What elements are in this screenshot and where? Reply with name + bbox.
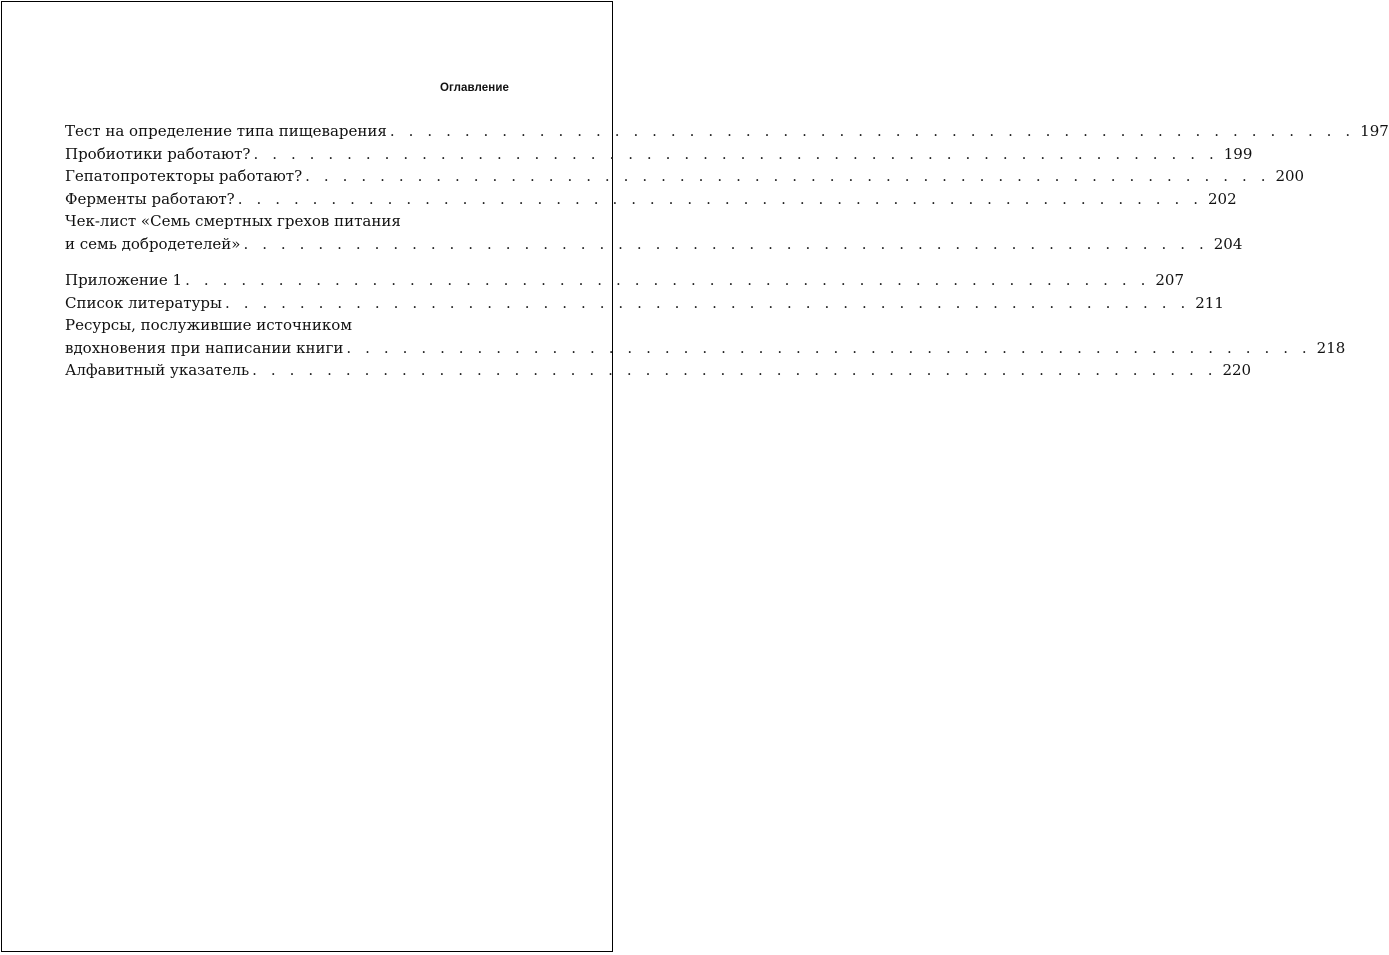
toc-entry[interactable] (65, 292, 1224, 315)
toc-entry-title: Тест на определение типа пищеварения (65, 122, 387, 140)
toc-entry[interactable] (65, 314, 1346, 359)
toc-entry[interactable] (65, 143, 1253, 166)
toc-entry-title: и семь добродетелей» (65, 234, 241, 253)
toc-entry[interactable] (65, 120, 1389, 143)
toc-entry-page-number: 211 (1195, 293, 1224, 312)
dot-leader: . . . . . . . . . . . . . . . . . . . . . . . . . . . . . . . . . . . . . . . . . . . . . . . . . . . . (224, 293, 1190, 312)
toc-entry-title: вдохновения при написании книги (65, 338, 344, 357)
toc-entry-title: Приложение 1 (65, 271, 183, 289)
toc-entry-title: Гепатопротекторы работают? (65, 167, 303, 185)
toc-entry-title: Пробиотики работают? (65, 144, 251, 163)
dot-leader: . . . . . . . . . . . . . . . . . . . . . . . . . . . . . . . . . . . . . . . . . . . . . . . . . . . . (389, 122, 1355, 140)
dot-leader: . . . . . . . . . . . . . . . . . . . . . . . . . . . . . . . . . . . . . . . . . . . . . . . . . . . . (252, 361, 1218, 379)
toc-entry-page-number: 220 (1222, 361, 1252, 379)
toc-entry-title: Ферменты работают? (65, 189, 235, 208)
toc-entry-title-line: Ресурсы, послужившие источником (65, 316, 352, 334)
toc-entry-page-number: 202 (1208, 189, 1237, 208)
toc-entry-page-number: 207 (1155, 271, 1185, 289)
toc-entry-page-number: 200 (1275, 167, 1305, 185)
toc-entry[interactable] (65, 359, 1252, 382)
dot-leader: . . . . . . . . . . . . . . . . . . . . . . . . . . . . . . . . . . . . . . . . . . . . . . . . . . . . (237, 189, 1203, 208)
toc-group (65, 269, 1346, 382)
toc-entry-title-line: Чек-лист «Семь смертных грехов питания (65, 212, 401, 230)
dot-leader: . . . . . . . . . . . . . . . . . . . . . . . . . . . . . . . . . . . . . . . . . . . . . . . . . . . . (346, 338, 1312, 357)
toc-entry-title: Список литературы (65, 293, 222, 312)
toc-entry[interactable] (65, 188, 1237, 211)
toc-group (65, 120, 1389, 255)
running-head: Оглавление (439, 82, 509, 94)
toc-entry-page-number: 204 (1213, 234, 1243, 253)
toc-entry[interactable] (65, 165, 1305, 188)
toc-entry-page-number: 218 (1316, 338, 1346, 357)
dot-leader: . . . . . . . . . . . . . . . . . . . . . . . . . . . . . . . . . . . . . . . . . . . . . . . . . . . . (185, 271, 1151, 289)
toc-entry-page-number: 197 (1360, 122, 1389, 140)
book-page (1, 1, 1389, 952)
toc-entry-title: Алфавитный указатель (65, 361, 250, 379)
dot-leader: . . . . . . . . . . . . . . . . . . . . . . . . . . . . . . . . . . . . . . . . . . . . . . . . . . . . (253, 144, 1219, 163)
dot-leader: . . . . . . . . . . . . . . . . . . . . . . . . . . . . . . . . . . . . . . . . . . . . . . . . . . . . (243, 234, 1209, 253)
table-of-contents (65, 120, 1389, 396)
toc-entry[interactable] (65, 210, 1243, 255)
dot-leader: . . . . . . . . . . . . . . . . . . . . . . . . . . . . . . . . . . . . . . . . . . . . . . . . . . . . (305, 167, 1271, 185)
toc-entry[interactable] (65, 269, 1185, 292)
toc-entry-page-number: 199 (1223, 144, 1253, 163)
